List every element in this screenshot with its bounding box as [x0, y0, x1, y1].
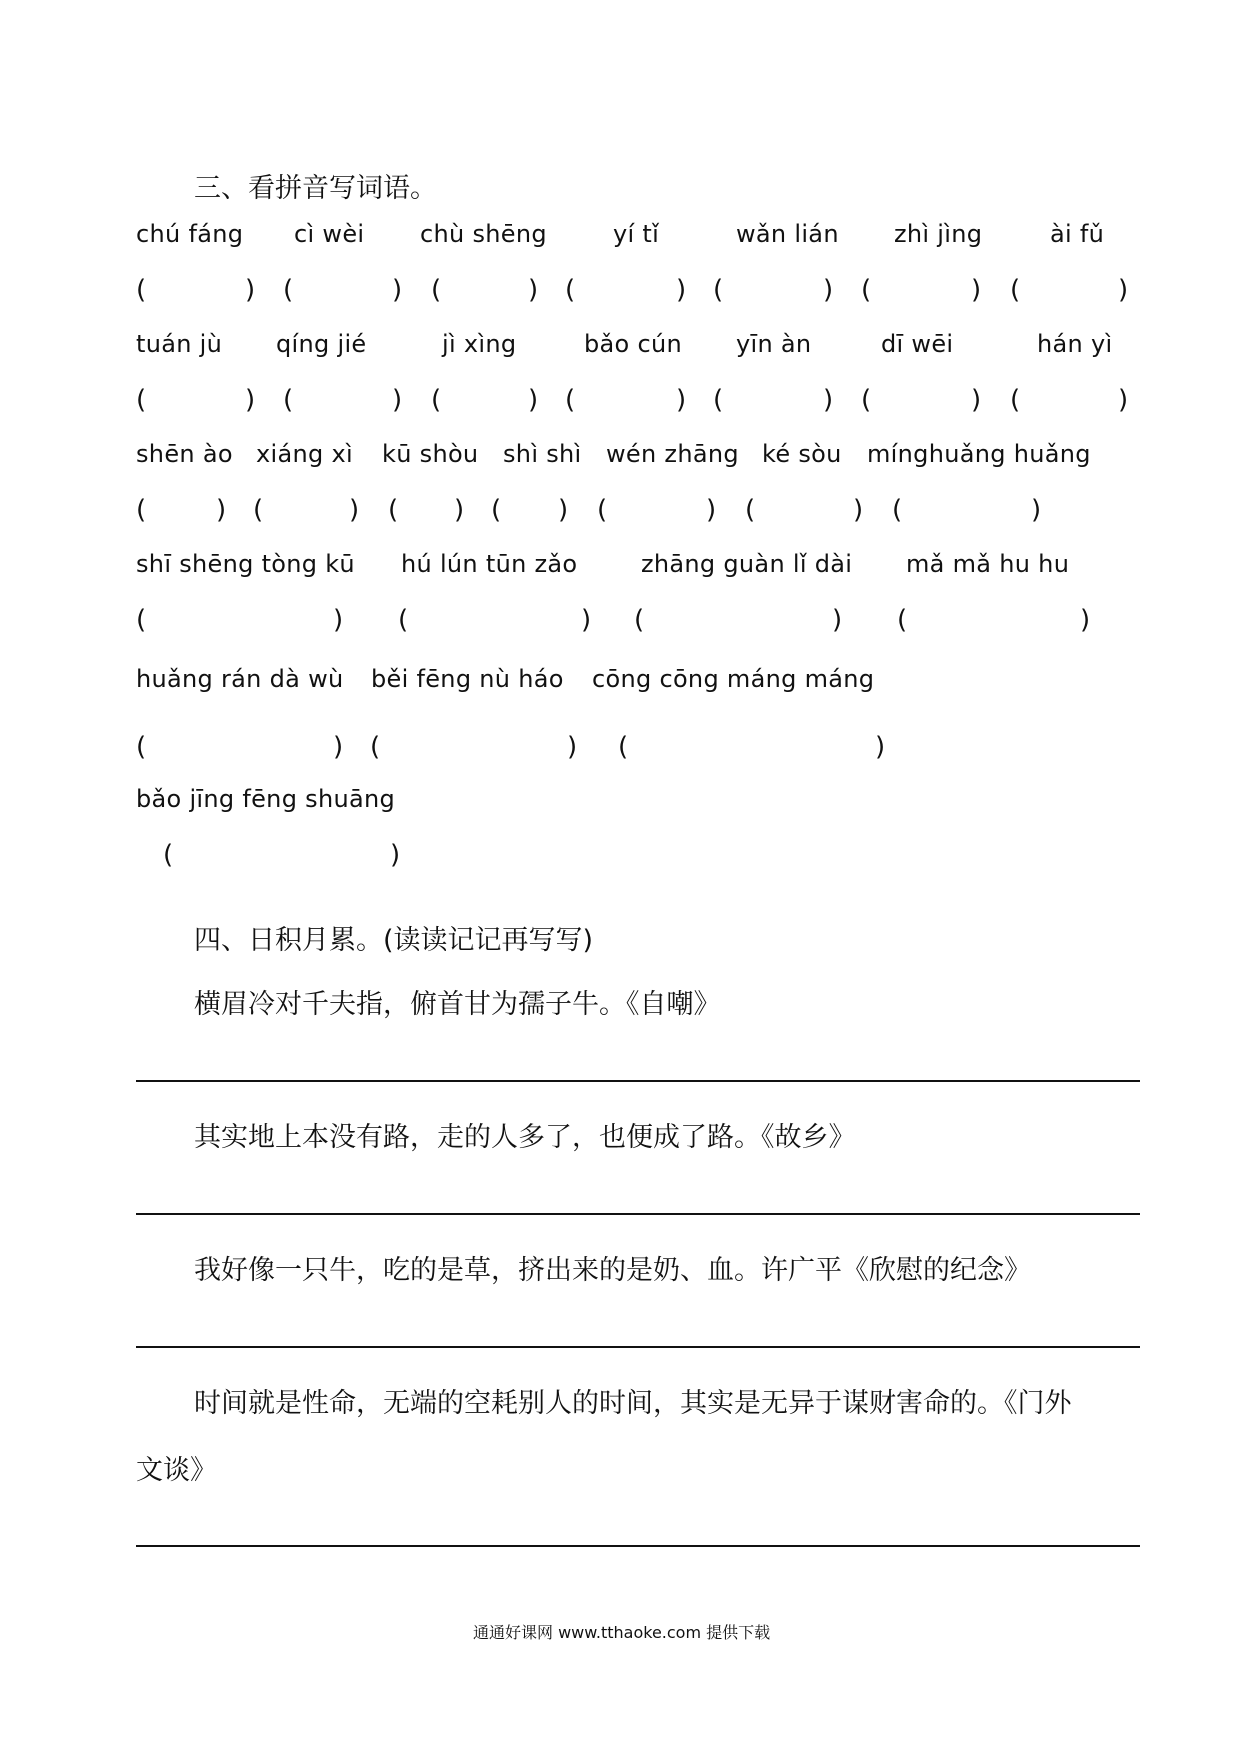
paren-close: ): [392, 385, 403, 415]
pinyin-word: shēn ào: [136, 440, 233, 468]
paren-close: ): [528, 275, 539, 305]
paren-open: (: [163, 840, 174, 870]
pinyin-word: qíng jié: [276, 330, 367, 358]
paren-open: (: [618, 732, 629, 762]
pinyin-word: ài fǔ: [1050, 220, 1105, 248]
paren-open: (: [892, 495, 903, 525]
paren-open: (: [136, 275, 147, 305]
paren-open: (: [283, 275, 294, 305]
pinyin-word: ké sòu: [762, 440, 842, 468]
paren-close: ): [832, 605, 843, 635]
paren-close: ): [349, 495, 360, 525]
paren-open: (: [491, 495, 502, 525]
pinyin-word: shī shēng tòng kū: [136, 550, 355, 578]
pinyin-word: tuán jù: [136, 330, 223, 358]
paren-close: ): [676, 385, 687, 415]
paren-close: ): [245, 385, 256, 415]
paren-open: (: [136, 732, 147, 762]
pinyin-word: bǎo cún: [584, 330, 682, 358]
pinyin-word: wén zhāng: [606, 440, 739, 468]
paren-open: (: [713, 385, 724, 415]
pinyin-word: cōng cōng máng máng: [592, 665, 875, 693]
paren-close: ): [1031, 495, 1042, 525]
paren-open: (: [861, 385, 872, 415]
paren-open: (: [136, 495, 147, 525]
pinyin-word: hán yì: [1037, 330, 1113, 358]
paren-open: (: [565, 275, 576, 305]
paren-open: (: [634, 605, 645, 635]
paren-open: (: [388, 495, 399, 525]
paren-close: ): [823, 385, 834, 415]
pinyin-word: mínghuǎng huǎng: [867, 440, 1091, 468]
paren-open: (: [897, 605, 908, 635]
paren-close: ): [853, 495, 864, 525]
pinyin-word: cì wèi: [294, 220, 365, 248]
pinyin-word: běi fēng nù háo: [371, 665, 564, 693]
quote-line: 我好像一只牛，吃的是草，挤出来的是奶、血。许广平《欣慰的纪念》: [194, 1255, 1031, 1286]
section3-heading: 三、看拼音写词语。: [194, 173, 437, 204]
paren-open: (: [1010, 385, 1021, 415]
pinyin-word: chù shēng: [420, 220, 547, 248]
paren-open: (: [713, 275, 724, 305]
paren-close: ): [528, 385, 539, 415]
paren-close: ): [216, 495, 227, 525]
paren-close: ): [392, 275, 403, 305]
pinyin-word: wǎn lián: [736, 220, 839, 248]
paren-open: (: [1010, 275, 1021, 305]
pinyin-word: jì xìng: [442, 330, 517, 358]
pinyin-word: yí tǐ: [613, 220, 660, 248]
pinyin-word: kū shòu: [382, 440, 479, 468]
pinyin-word: huǎng rán dà wù: [136, 665, 344, 693]
writing-line: [136, 1080, 1140, 1082]
paren-open: (: [597, 495, 608, 525]
writing-line: [136, 1545, 1140, 1547]
writing-line: [136, 1213, 1140, 1215]
paren-close: ): [558, 495, 569, 525]
pinyin-word: bǎo jīng fēng shuāng: [136, 785, 396, 813]
quote-line: 其实地上本没有路，走的人多了，也便成了路。《故乡》: [194, 1122, 856, 1153]
paren-open: (: [431, 385, 442, 415]
quote-line: 时间就是性命，无端的空耗别人的时间，其实是无异于谋财害命的。《门外: [194, 1388, 1072, 1419]
paren-close: ): [1118, 385, 1129, 415]
pinyin-word: yīn àn: [736, 330, 812, 358]
paren-close: ): [706, 495, 717, 525]
paren-close: ): [333, 732, 344, 762]
paren-close: ): [390, 840, 401, 870]
paren-close: ): [245, 275, 256, 305]
paren-open: (: [861, 275, 872, 305]
pinyin-word: chú fáng: [136, 220, 244, 248]
pinyin-word: dī wēi: [881, 330, 954, 358]
paren-close: ): [676, 275, 687, 305]
paren-open: (: [136, 385, 147, 415]
paren-open: (: [283, 385, 294, 415]
paren-close: ): [1118, 275, 1129, 305]
paren-close: ): [823, 275, 834, 305]
paren-close: ): [971, 385, 982, 415]
paren-open: (: [398, 605, 409, 635]
paren-close: ): [454, 495, 465, 525]
pinyin-word: shì shì: [503, 440, 582, 468]
pinyin-word: mǎ mǎ hu hu: [906, 550, 1070, 578]
pinyin-word: hú lún tūn zǎo: [401, 550, 578, 578]
footer-text: 通通好课网 www.tthaoke.com 提供下载: [473, 1623, 771, 1642]
paren-open: (: [370, 732, 381, 762]
paren-close: ): [1080, 605, 1091, 635]
writing-line: [136, 1346, 1140, 1348]
quote-line-continuation: 文谈》: [136, 1455, 217, 1486]
quote-line: 横眉冷对千夫指，俯首甘为孺子牛。《自嘲》: [194, 989, 721, 1020]
paren-open: (: [253, 495, 264, 525]
paren-close: ): [333, 605, 344, 635]
paren-close: ): [581, 605, 592, 635]
paren-open: (: [745, 495, 756, 525]
pinyin-word: xiáng xì: [256, 440, 353, 468]
paren-open: (: [431, 275, 442, 305]
paren-close: ): [567, 732, 578, 762]
paren-open: (: [136, 605, 147, 635]
paren-close: ): [971, 275, 982, 305]
section4-heading: 四、日积月累。(读读记记再写写): [194, 925, 594, 956]
pinyin-word: zhāng guàn lǐ dài: [641, 550, 853, 578]
pinyin-word: zhì jìng: [894, 220, 983, 248]
paren-open: (: [565, 385, 576, 415]
paren-close: ): [875, 732, 886, 762]
